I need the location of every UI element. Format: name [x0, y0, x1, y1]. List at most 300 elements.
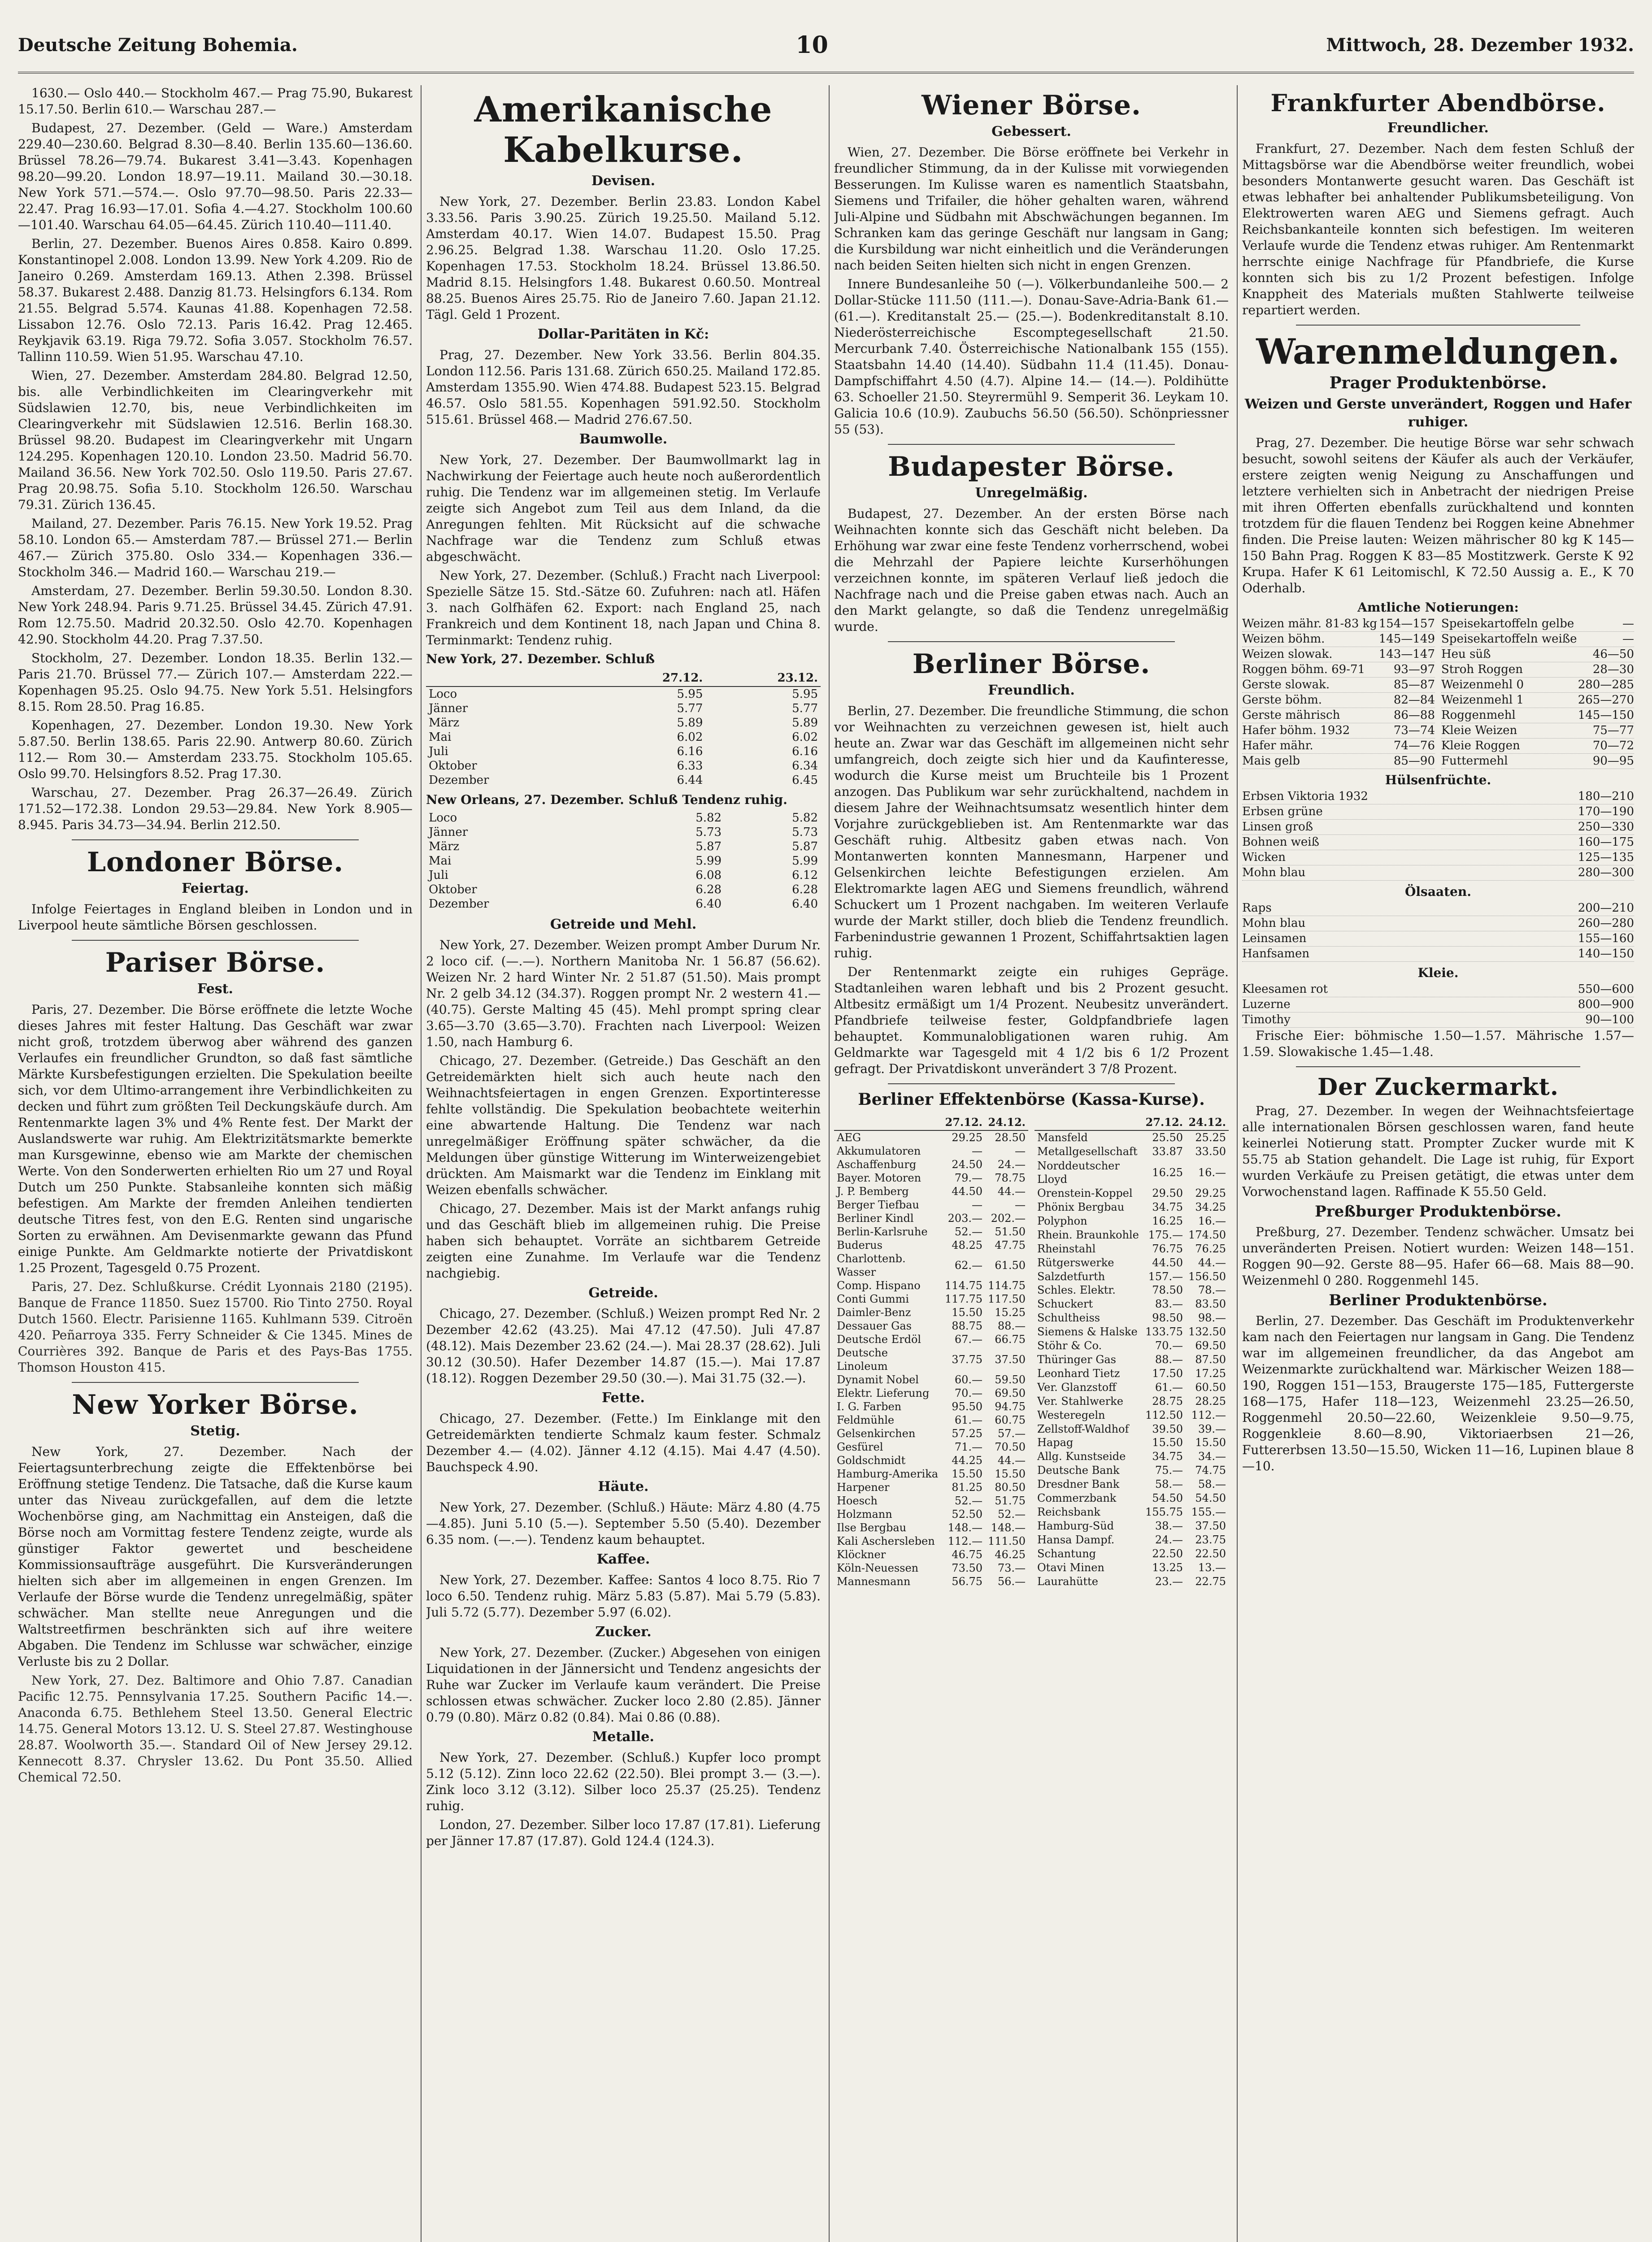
table-row — [1035, 1325, 1229, 1339]
section-divider — [1296, 1066, 1580, 1067]
table-cell: 114.75 — [988, 1279, 1026, 1292]
table-cell: Reichsbank — [1037, 1505, 1100, 1518]
article-text: Berlin, 27. Dezember. Das Geschäft im Produktenverkehr kam nach den Feiertagen nur langsam in Gang. Die Tendenz war im allgemeinen freundlicher, da das Angebot am Weizenmarkte zurückhaltend war. Märkischer Weizen 188—190, Roggen 151—153, Braugerste 175—185, Futtergerste 168—175, Hafer 118—123, Weizenmehl 23.25—26.50, Roggenmehl 20.50—22.60, Weizenkleie 9.50—9.75, Roggenkleie 8.60—8.90, Viktoriaerbsen 21—26, Futtererbsen 13.50—15.50, Wicken 11—16, Lupinen blaue 8—10. — [1242, 1313, 1634, 1473]
table-cell: 44.— — [1198, 1256, 1226, 1269]
subsection-head: Fette. — [602, 1390, 645, 1406]
table-cell: 61.— — [954, 1414, 983, 1426]
table-cell: März — [429, 716, 460, 730]
item-label: Kleie Weizen — [1441, 724, 1517, 737]
cotton-table-new-orleans — [426, 811, 821, 911]
column-header: 24.12. — [1186, 1115, 1229, 1130]
table-cell: Deutsche Erdöl — [837, 1333, 922, 1346]
item-price: 74—76 — [1393, 739, 1435, 752]
item-label: Weizen slowak. — [1242, 647, 1333, 661]
article-text: New York, 27. Dezember. Nach der Feiertagsunterbrechung zeigte die Effektenbörse bei Eröffnung stetige Tendenz. Die Tatsache, daß die Kurse kaum unter das Niveau zurückgefallen, auf dem die letzte Wochenbörse ging, am Nachmittag ein Ansteigen, daß die Börse noch am Vormittag festere Tendenz zeigte, wurde als günstiger Faktor gewertet und bescheidene Kommissionsaufträge ausgeführt. Die Kursveränderungen hielten sich aber im allgemeinen in engen Grenzen. Im Verlaufe der Börse wurde die Tendenz unregelmäßig, später schwächer. Man stellte neue Anregungen und die Waltstreetfirmen beschränkten sich auf ihre weitere Abgaben. Die Tendenz im Schlusse war schwächer, einzige Verluste bis zu 2 Dollar. — [18, 1444, 413, 1669]
table-cell: 76.25 — [1195, 1242, 1226, 1255]
item-label: Leinsamen — [1242, 932, 1307, 945]
section-subtitle: Fest. — [197, 981, 233, 997]
subsection-head: Baumwolle. — [579, 431, 668, 447]
table-row — [1035, 1533, 1229, 1547]
section-title-berlin: Berliner Börse. — [912, 648, 1151, 680]
table-cell: 62.— — [954, 1259, 983, 1272]
table-cell: 13.25 — [1152, 1561, 1183, 1574]
table-row — [834, 1319, 1028, 1333]
cotton-table-new-york — [426, 670, 821, 787]
exchange-report: Stockholm, 27. Dezember. London 18.35. Berlin 132.— Paris 21.70. Brüssel 77.— Zürich 107.— Amsterdam 222.— Kopenhagen 95.25. Oslo 94.75. New York 5.51. Helsingfors 8.15. Rom 28.50. Prag 16.85. — [18, 651, 413, 714]
table-cell: 15.50 — [952, 1468, 983, 1480]
table-cell: 33.87 — [1152, 1145, 1183, 1158]
list-item — [1242, 739, 1435, 754]
table-cell: 133.75 — [1145, 1325, 1183, 1338]
table-cell: 57.25 — [952, 1427, 983, 1440]
table-row — [1035, 1366, 1229, 1380]
item-label: Hafer böhm. 1932 — [1242, 724, 1350, 737]
article-text: Budapest, 27. Dezember. An der ersten Börse nach Weihnachten konnte sich das Geschäft nicht beleben. Da Erhöhung war zwar eine feste Tendenz vorherrschend, wobei die Mehrzahl der Papiere leichte Kurserhöhungen verzeichnen konnte, im späteren Verlauf ließ jedoch die Nachfrage nach und die Preise gaben etwas nach. Auch an den Markt gelangte, so daß die Tendenz unregelmäßig wurde. — [834, 506, 1229, 634]
table-cell: 112.50 — [1145, 1408, 1183, 1421]
subsection-head: Häute. — [598, 1479, 649, 1495]
table-row — [1035, 1505, 1229, 1519]
item-label: Roggen böhm. 69-71 — [1242, 663, 1365, 676]
table-row — [1035, 1130, 1229, 1145]
section-title-zuckermarkt: Der Zuckermarkt. — [1317, 1073, 1559, 1101]
section-title-frankfurt: Frankfurter Abendbörse. — [1270, 90, 1606, 117]
table-row — [834, 1198, 1028, 1212]
table-cell: Hapag — [1037, 1436, 1074, 1449]
table-cell: Jänner — [429, 702, 468, 715]
table-cell: 83.50 — [1195, 1298, 1226, 1311]
table-cell: 132.50 — [1188, 1325, 1226, 1338]
list-item — [1441, 693, 1634, 708]
table-cell: 69.50 — [1195, 1339, 1226, 1352]
table-row — [834, 1158, 1028, 1171]
table-cell: Berlin-Karlsruhe — [837, 1225, 928, 1238]
item-price: 46—50 — [1592, 647, 1634, 661]
table-cell: 5.95 — [677, 687, 703, 701]
table-cell: 34.— — [1198, 1450, 1226, 1463]
subsection-title: Preßburger Produktenbörse. — [1315, 1203, 1561, 1221]
table-cell: 66.75 — [995, 1333, 1026, 1346]
table-cell: Orenstein-Koppel — [1037, 1187, 1133, 1200]
table-cell: 60.75 — [995, 1414, 1026, 1426]
table-cell: 98.50 — [1152, 1312, 1183, 1325]
table-row — [426, 839, 821, 854]
table-cell: 25.25 — [1195, 1131, 1226, 1144]
table-cell: 56.75 — [952, 1575, 983, 1588]
item-label: Erbsen Viktoria 1932 — [1242, 790, 1368, 803]
list-item — [1441, 617, 1634, 632]
table-cell: Mai — [429, 730, 452, 744]
table-row — [834, 1279, 1028, 1292]
table-cell: Phönix Bergbau — [1037, 1201, 1125, 1214]
item-price: — — [1622, 617, 1634, 630]
article-text: Der Rentenmarkt zeigte ein ruhiges Gepräge. Stadtanleihen waren lebhaft und bis 2 Prozent gesucht. Altbesitz ermäßigt um 1/4 Prozent. Neubesitz unverändert. Pfandbriefe teilweise fester, Goldpfandbriefe lagen behauptet. Kommunalobligationen waren ruhig. Am Geldmarkte war Tagesgeld mit 4 1/2 bis 6 1/2 Prozent gefragt. Der Privatdiskont unverändert 3 7/8 Prozent. — [834, 965, 1229, 1076]
table-cell: 39.50 — [1152, 1422, 1183, 1435]
table-cell: 25.50 — [1152, 1131, 1183, 1144]
item-label: Kleie Roggen — [1441, 739, 1520, 752]
table-cell: Oktober — [429, 759, 477, 773]
table-cell: Laurahütte — [1037, 1575, 1098, 1588]
table-cell: 6.16 — [677, 745, 703, 758]
list-item — [1242, 662, 1435, 678]
column-1 — [18, 85, 413, 2242]
section-title-london: Londoner Börse. — [87, 847, 344, 878]
table-row — [426, 687, 821, 701]
article-text: Frische Eier: böhmische 1.50—1.57. Mährische 1.57—1.59. Slowakische 1.45—1.48. — [1242, 1028, 1634, 1059]
table-cell: 87.50 — [1195, 1353, 1226, 1366]
exchange-report: Warschau, 27. Dezember. Prag 26.37—26.49. Zürich 171.52—172.38. London 29.53—29.84. New York 8.905—8.945. Paris 34.73—34.94. Berlin 212.50. — [18, 785, 413, 832]
table-cell: 148.— — [948, 1521, 983, 1534]
section-subtitle: Unregelmäßig. — [975, 485, 1088, 501]
table-cell: 6.44 — [677, 773, 703, 787]
section-subtitle: Gebessert. — [991, 124, 1071, 139]
exchange-report: Budapest, 27. Dezember. (Geld — Ware.) Amsterdam 229.40—230.60. Belgrad 8.30—8.40. Berlin 135.60—136.60. Brüssel 78.26—79.74. Bukarest 3.41—3.43. Kopenhagen 98.20—99.20. London 18.97—19.11. Mailand 30.—30.18. New York 571.—574.—. Oslo 97.70—98.50. Paris 22.33—22.47. Prag 16.93—17.01. Sofia 4.—4.27. Stockholm 100.60—101.40. Warschau 64.05—64.45. Zürich 110.40—111.40. — [18, 121, 413, 232]
item-label: Mais gelb — [1242, 754, 1300, 768]
table-row — [834, 1346, 1028, 1373]
table-cell: 79.— — [954, 1172, 983, 1184]
table-cell: 114.75 — [945, 1279, 983, 1292]
table-row — [1035, 1464, 1229, 1477]
table-cell: Klöckner — [837, 1548, 886, 1561]
table-cell: 29.25 — [952, 1131, 983, 1144]
item-price: 140—150 — [1578, 947, 1634, 960]
table-cell: 112.— — [948, 1535, 983, 1547]
item-price: 70—72 — [1592, 739, 1634, 752]
table-cell: 88.75 — [952, 1320, 983, 1332]
article-text: Preßburg, 27. Dezember. Tendenz schwächer. Umsatz bei unveränderten Preisen. Notiert wurden: Weizen 148—151. Roggen 90—92. Gerste 88—95. Hafer 66—68. Mais 88—90. Weizenmehl 0 280. Roggenmehl 145. — [1242, 1225, 1634, 1288]
table-cell: 6.08 — [696, 869, 722, 882]
table-cell: Conti Gummi — [837, 1293, 909, 1305]
stock-tables — [834, 1112, 1229, 1593]
table-caption: New York, 27. Dezember. Schluß — [426, 652, 655, 666]
item-price: 180—210 — [1578, 790, 1634, 803]
table-cell: 70.50 — [995, 1441, 1026, 1453]
list-item — [1242, 632, 1435, 647]
table-cell: Rhein. Braunkohle — [1037, 1228, 1139, 1241]
table-row — [1035, 1339, 1229, 1353]
table-cell: 29.25 — [1195, 1187, 1226, 1200]
stock-table-left — [834, 1115, 1028, 1588]
table-cell: 5.77 — [677, 702, 703, 715]
table-cell: Westeregeln — [1037, 1408, 1105, 1421]
column-header — [834, 1115, 942, 1130]
column-header — [426, 670, 591, 687]
table-row — [1035, 1297, 1229, 1311]
table-cell: 52.— — [954, 1225, 983, 1238]
subsection-head: Dollar-Paritäten in Kč: — [537, 326, 709, 342]
item-price: 260—280 — [1578, 917, 1634, 930]
table-title: Berliner Effektenbörse (Kassa-Kurse). — [858, 1090, 1205, 1109]
section-divider — [888, 1083, 1175, 1084]
item-label: Speisekartoffeln weiße — [1441, 632, 1577, 646]
table-cell: 75.— — [1155, 1464, 1183, 1477]
item-label: Speisekartoffeln gelbe — [1441, 617, 1574, 630]
table-row — [1035, 1145, 1229, 1159]
exchange-report: Berlin, 27. Dezember. Buenos Aires 0.858. Kairo 0.899. Konstantinopel 2.008. London 13.99. New York 4.209. Rio de Janeiro 0.269. Amsterdam 169.13. Athen 2.398. Brüssel 58.37. Bukarest 2.488. Danzig 81.73. Helsingfors 6.134. Rom 21.55. Belgrad 5.574. Kaunas 41.88. Kopenhagen 72.58. Lissabon 12.76. Oslo 72.13. Paris 16.42. Prag 12.465. Reykjavik 63.19. Riga 79.72. Sofia 3.057. Stockholm 76.57. Tallinn 110.59. Wien 51.95. Warschau 47.10. — [18, 236, 413, 364]
table-cell: Salzdetfurth — [1037, 1270, 1105, 1283]
list-heading: Amtliche Notierungen: — [1357, 600, 1519, 615]
table-row — [834, 1373, 1028, 1386]
subsection-head: Getreide. — [588, 1285, 658, 1301]
item-label: Hanfsamen — [1242, 947, 1310, 960]
table-cell: Dresdner Bank — [1037, 1478, 1120, 1491]
table-row — [1035, 1159, 1229, 1186]
item-label: Mohn blau — [1242, 917, 1306, 930]
subsection-title: Prager Produktenbörse. — [1329, 374, 1547, 392]
table-cell: 44.— — [997, 1185, 1026, 1198]
table-cell: 34.25 — [1195, 1201, 1226, 1214]
table-row — [1035, 1422, 1229, 1436]
table-cell: 24.— — [997, 1158, 1026, 1171]
item-label: Gerste böhm. — [1242, 693, 1322, 707]
table-row — [426, 744, 821, 759]
article-text: Berlin, 27. Dezember. Die freundliche Stimmung, die schon vor Weihnachten zu verzeichnen gewesen ist, hielt auch heute an. Zwar war das Geschäft im allgemeinen nicht sehr umfangreich, doch zeigte sich hier und da Kaufinteresse, wodurch die Kurse meist um Bruchteile bis 1 Prozent anzogen. Das Publikum war sehr zurückhaltend, nachdem in diesem Jahre der Weihnachtsumsatz wesentlich hinter dem Vorjahre zurückgeblieben ist. Am Rentenmarkte war das Geschäft ruhig. Altbesitz gaben etwas nach. Von Montanwerten konnten Mannesmann, Harpener und Gelsenkirchen leichte Befestigungen erzielen. Am Elektromarkte lagen AEG und Siemens freundlich, während Schuckert um 1 Prozent nachgaben. Im weiteren Verlaufe wurde der Markt stiller, doch blieb die Tendenz freundlich. Farbenindustrie gewannen 1 Prozent, Schiffahrtsaktien lagen ruhig. — [834, 704, 1229, 960]
table-cell: Comp. Hispano — [837, 1279, 921, 1292]
table-cell: Ver. Stahlwerke — [1037, 1395, 1123, 1408]
table-row — [834, 1440, 1028, 1454]
table-cell: Ilse Bergbau — [837, 1521, 907, 1534]
price-list-right — [1441, 617, 1634, 769]
table-row — [834, 1292, 1028, 1306]
stock-table-right — [1035, 1115, 1229, 1588]
subsection-head: Zucker. — [595, 1624, 652, 1640]
table-row — [834, 1306, 1028, 1319]
table-row — [426, 868, 821, 882]
table-cell: 6.02 — [792, 730, 818, 744]
item-label: Kleesamen rot — [1242, 982, 1328, 996]
table-row — [1035, 1408, 1229, 1422]
table-row — [1035, 1436, 1229, 1450]
item-label: Hafer mähr. — [1242, 739, 1313, 752]
table-cell: 6.12 — [792, 869, 818, 882]
table-cell: 39.— — [1198, 1422, 1226, 1435]
table-cell: Polyphon — [1037, 1214, 1087, 1227]
table-cell: 156.50 — [1188, 1270, 1226, 1283]
table-row — [1035, 1519, 1229, 1533]
table-cell: 88.— — [1155, 1353, 1183, 1366]
price-list — [1242, 789, 1634, 881]
list-item — [1242, 835, 1634, 850]
table-cell: 70.— — [954, 1387, 983, 1399]
section-subtitle: Freundlich. — [988, 682, 1075, 698]
table-cell: Hoesch — [837, 1495, 878, 1507]
table-row — [834, 1386, 1028, 1400]
article-text: Chicago, 27. Dezember. (Fette.) Im Einklange mit den Getreidemärkten tendierte Schmalz kaum fester. Schmalz Dezember 4.— (4.02). Jänner 4.12 (4.15). Mai 4.47 (4.50). Bauchspeck 4.90. — [426, 1411, 821, 1474]
section-title-budapest: Budapester Börse. — [888, 451, 1175, 482]
table-cell: 6.45 — [792, 773, 818, 787]
table-cell: 78.50 — [1152, 1284, 1183, 1297]
article-text: New York, 27. Dezember. (Zucker.) Abgesehen von einigen Liquidationen in der Jännersicht und Tendenz angesichts der Ruhe war Zucker im Verlaufe kaum verändert. Die Preise schlossen etwas schwächer. Zucker loco 2.80 (2.85). Jänner 0.79 (0.80). März 0.82 (0.84). Mai 0.86 (0.88). — [426, 1645, 821, 1725]
table-row — [1035, 1491, 1229, 1505]
article-text: New York, 27. Dezember. (Schluß.) Häute: März 4.80 (4.75—4.85). Juni 5.10 (5.—). September 5.50 (5.40). Dezember 6.35 nom. (—.—). Tendenz kaum behauptet. — [426, 1500, 821, 1547]
item-price: 82—84 — [1393, 693, 1435, 707]
table-cell: Metallgesellschaft — [1037, 1145, 1138, 1158]
table-cell: 15.50 — [995, 1468, 1026, 1480]
item-price: 28—30 — [1592, 663, 1634, 676]
item-price: 143—147 — [1378, 647, 1435, 661]
table-row — [1035, 1574, 1229, 1588]
column-header: 27.12. — [942, 1115, 985, 1130]
table-cell: 67.— — [954, 1333, 983, 1346]
table-cell: — — [972, 1199, 983, 1211]
table-row — [834, 1508, 1028, 1521]
table-cell: 15.50 — [1152, 1436, 1183, 1449]
subsection-head: Getreide und Mehl. — [550, 917, 697, 932]
article-text: Innere Bundesanleihe 50 (—). Völkerbundanleihe 500.— 2 Dollar-Stücke 111.50 (111.—). Donau-Save-Adria-Bank 61.— (61.—). Kreditanstalt 25.— (25.—). Bodenkreditanstalt 8.10. Niederösterreichische Escomptegesellschaft 21.50. Mercurbank 7.40. Österreichische Nationalbank 155 (155). Staatsbahn 14.40 (14.40). Südbahn 11.4 (11.45). Donau-Dampfschiffahrt 4.50 (4.7). Alpine 14.— (14.—). Poldihütte 63. Schoeller 21.50. Steyrermühl 9. Semperit 36. Leykam 10. Galicia 10.6 (10.9). Zaubuchs 56.50 (56.50). Schönpriessner 55 (53). — [834, 277, 1229, 437]
table-row — [834, 1521, 1028, 1534]
table-cell: Leonhard Tietz — [1037, 1367, 1120, 1380]
table-cell: 51.75 — [995, 1495, 1026, 1507]
table-cell: Aschaffenburg — [837, 1158, 917, 1171]
item-label: Heu süß — [1441, 647, 1491, 661]
list-item — [1242, 820, 1634, 835]
table-cell: 29.50 — [1152, 1187, 1183, 1200]
table-cell: 95.50 — [952, 1400, 983, 1413]
table-cell: 80.50 — [995, 1481, 1026, 1494]
table-row — [426, 897, 821, 911]
table-cell: 155.— — [1191, 1505, 1226, 1518]
table-cell: Akkumulatoren — [837, 1145, 921, 1157]
table-row — [1035, 1560, 1229, 1574]
table-cell: Buderus — [837, 1239, 883, 1251]
item-label: Linsen groß — [1242, 820, 1313, 834]
table-row — [1035, 1477, 1229, 1491]
table-row — [834, 1575, 1028, 1588]
exchange-report: 1630.— Oslo 440.— Stockholm 467.— Prag 75.90, Bukarest 15.17.50. Berlin 610.— Warschau 287.— — [18, 86, 413, 117]
article-text: Chicago, 27. Dezember. (Getreide.) Das Geschäft an den Getreidemärkten hielt sich auch heute nach den Weihnachtsfeiertagen in engen Grenzen. Exportinteresse fehlte vollständig. Die Spekulation beobachtete weiterhin eine abwartende Haltung. Die Tendenz war nach unregelmäßiger Eröffnung später schwächer, da die Meldungen über günstige Witterung im Winterweizengebiet drückten. Am Maismarkt war die Tendenz im Einklang mit Weizen ebenfalls schwächer. — [426, 1053, 821, 1197]
table-row — [834, 1413, 1028, 1427]
list-heading: Hülsenfrüchte. — [1385, 773, 1491, 787]
item-price: 145—150 — [1578, 708, 1634, 722]
exchange-report: Mailand, 27. Dezember. Paris 76.15. New York 19.52. Prag 58.10. London 65.— Amsterdam 787.— Brüssel 271.— Berlin 467.— Zürich 375.80. Oslo 334.— Kopenhagen 336.— Stockholm 346.— Madrid 160.— Warschau 219.— — [18, 516, 413, 579]
table-cell: 16.— — [1198, 1214, 1226, 1227]
table-row — [426, 759, 821, 773]
table-row — [426, 730, 821, 744]
exchange-report: Wien, 27. Dezember. Amsterdam 284.80. Belgrad 12.50, bis. alle Verbindlichkeiten im Clearingverkehr mit Südslawien 12.70, bis, neue Verbindlichkeiten im Clearingverkehr mit Südslawien 12.516. Berlin 168.30. Brüssel 98.20. Budapest im Clearingverkehr mit Ungarn 124.295. Kopenhagen 120.10. London 23.50. Madrid 56.70. Mailand 36.56. New York 702.50. Oslo 119.50. Paris 27.67. Prag 20.98.75. Sofia 5.10. Stockholm 126.50. Warschau 79.31. Zürich 136.45. — [18, 368, 413, 512]
article-text: Paris, 27. Dezember. Die Börse eröffnete die letzte Woche dieses Jahres mit fester Haltung. Das Geschäft war zwar nicht groß, trotzdem überwog aber während des ganzen Verlaufes ein freundlicher Grundton, so daß fast sämtliche Märkte Kursbefestigungen erzielten. Die Spekulation beeilte sich, vor dem Ultimo-arrangement ihre Verbindlichkeiten zu decken und führt zum größten Teil Deckungskäufe durch. Am Rentenmarkte lagen 3% und 4% Rente fest. Der Markt der Auslandswerte war ruhig. Am Elektrizitätsmarkte bemerkte man Kursgewinne, ebenso wie am Markte der chemischen Werte. Von den Sonderwerten erhielten Rio um 27 und Royal Dutch um 250 Punkte. Stabsanleihe konnten sich mäßig befestigen. Am Markte der fremden Anleihen tendierten deutsche Titres fest, von den E.G. Renten sind ungarische Sorten zu erwähnen. Am Devisenmarkte gewann das Pfund einige Punkte. Am Geldmarkte notierte der Privatdiskont 1.25 Prozent, Tagesgeld 0.75 Prozent. — [18, 1002, 413, 1275]
table-cell: Deutsche Bank — [1037, 1464, 1120, 1477]
item-label: Bohnen weiß — [1242, 835, 1319, 849]
article-text: New York, 27. Dezember. Kaffee: Santos 4 loco 8.75. Rio 7 loco 6.50. Tendenz ruhig. März 5.83 (5.87). Mai 5.79 (5.83). Juli 5.72 (5.77). Dezember 5.97 (6.02). — [426, 1573, 821, 1620]
item-price: 85—87 — [1393, 678, 1435, 691]
table-cell: Juli — [429, 745, 448, 758]
column-header: 27.12. — [591, 670, 706, 687]
table-cell: 81.25 — [952, 1481, 983, 1494]
list-item — [1242, 789, 1634, 804]
column-3 — [834, 85, 1229, 2242]
list-item — [1242, 647, 1435, 662]
table-cell: 52.— — [954, 1495, 983, 1507]
table-cell: Siemens & Halske — [1037, 1325, 1138, 1338]
table-row — [834, 1467, 1028, 1481]
subsection-head: Metalle. — [592, 1729, 654, 1745]
item-label: Weizenmehl 1 — [1441, 693, 1524, 707]
list-item — [1242, 997, 1634, 1012]
table-cell: 6.40 — [696, 897, 722, 911]
list-item — [1242, 693, 1435, 708]
section-divider — [888, 444, 1175, 445]
table-cell: 5.99 — [696, 854, 722, 868]
table-cell: 51.50 — [995, 1225, 1026, 1238]
table-row — [1035, 1450, 1229, 1464]
table-cell: 38.— — [1155, 1519, 1183, 1532]
table-cell: 73.— — [997, 1562, 1026, 1574]
exchange-report: Kopenhagen, 27. Dezember. London 19.30. New York 5.87.50. Berlin 138.65. Paris 22.90. Antwerp 80.60. Zürich 112.— Rom 30.— Amsterdam 233.75. Stockholm 105.65. Oslo 99.70. Helsingfors 8.52. Prag 17.30. — [18, 718, 413, 781]
table-cell: 61.— — [1155, 1381, 1183, 1394]
item-label: Gerste mährisch — [1242, 708, 1340, 722]
table-row — [834, 1427, 1028, 1440]
column-rule — [829, 85, 830, 2242]
table-cell: 22.75 — [1195, 1575, 1226, 1588]
list-item — [1242, 678, 1435, 693]
section-divider — [72, 940, 359, 941]
table-cell: 17.50 — [1152, 1367, 1183, 1380]
section-divider — [72, 1382, 359, 1383]
table-row — [834, 1494, 1028, 1508]
item-price: 200—210 — [1578, 901, 1634, 915]
table-cell: 24.— — [1155, 1533, 1183, 1546]
item-label: Wicken — [1242, 851, 1286, 864]
table-cell: Bayer. Motoren — [837, 1172, 922, 1184]
item-price: 93—97 — [1393, 663, 1435, 676]
table-row — [1035, 1186, 1229, 1200]
table-row — [1035, 1394, 1229, 1408]
table-cell: 6.40 — [792, 897, 818, 911]
table-cell: Holzmann — [837, 1508, 892, 1521]
table-cell: 69.50 — [995, 1387, 1026, 1399]
table-cell: 60.50 — [1195, 1381, 1226, 1394]
article-text: Infolge Feiertages in England bleiben in London und in Liverpool heute sämtliche Börsen geschlossen. — [18, 902, 413, 933]
table-row — [834, 1534, 1028, 1548]
list-item — [1441, 723, 1634, 739]
table-cell: Hansa Dampf. — [1037, 1533, 1115, 1546]
table-cell: Kali Aschersleben — [837, 1535, 935, 1547]
section-title-new-york: New Yorker Börse. — [72, 1389, 359, 1421]
item-label: Gerste slowak. — [1242, 678, 1330, 691]
table-cell: 5.87 — [696, 840, 722, 853]
quote-list: Paris, 27. Dez. Schlußkurse. Crédit Lyonnais 2180 (2195). Banque de France 11850. Suez 15700. Rio Tinto 2750. Royal Dutch 1560. Electr. Parisienne 1165. Kuhlmann 539. Citroën 420. Peñarroya 335. Ferry Schneider & Cie 1345. Mines de Courrières 392. Banque de Paris et des Pays-Bas 1755. Thomson Houston 415. — [18, 1279, 413, 1375]
table-cell: 5.89 — [792, 716, 818, 730]
table-cell: 5.87 — [792, 840, 818, 853]
column-4 — [1242, 85, 1634, 2242]
table-cell: Dessauer Gas — [837, 1320, 912, 1332]
table-cell: 28.75 — [1152, 1395, 1183, 1408]
table-row — [834, 1454, 1028, 1467]
item-price: 280—285 — [1578, 678, 1634, 691]
table-cell: I. G. Farben — [837, 1400, 902, 1413]
list-item — [1242, 865, 1634, 881]
table-cell: 17.25 — [1195, 1367, 1226, 1380]
table-cell: Schultheiss — [1037, 1312, 1100, 1325]
table-cell: 59.50 — [995, 1373, 1026, 1386]
item-label: Luzerne — [1242, 998, 1291, 1011]
table-cell: 22.50 — [1195, 1547, 1226, 1560]
table-cell: Hamburg-Süd — [1037, 1519, 1114, 1532]
article-text: Wien, 27. Dezember. Die Börse eröffnete bei Verkehr in freundlicher Stimmung, da in der Kulisse mit vorwiegenden Besserungen. Im Kulisse waren es namentlich Staatsbahn, Siemens und Trifailer, die höher gehalten waren, während Juli-Alpine und Südbahn mit Abschwächungen begannen. Im Schranken kam das geringe Geschäft nur langsam in Gang; die Kursbildung war nicht einheitlich und die Veränderungen nach beiden Seiten hielten sich nicht in engen Grenzen. — [834, 145, 1229, 273]
table-cell: 61.50 — [995, 1259, 1026, 1272]
list-heading: Kleie. — [1417, 965, 1459, 980]
table-cell: Köln-Neuessen — [837, 1562, 919, 1574]
article-text: New York, 27. Dezember. Weizen prompt Amber Durum Nr. 2 loco cif. (—.—). Northern Manitoba Nr. 1 56.87 (56.62). Weizen Nr. 2 hard Winter Nr. 2 51.87 (51.50). Mais prompt Nr. 2 gelb 34.12 (34.37). Roggen prompt Nr. 2 western 41.— (40.75). Gerste Malting 45 (45). Mehl prompt spring clear 3.65—3.70 (3.65—3.70). Frachten nach Liverpool: Weizen 1.50, nach Hamburg 6. — [426, 938, 821, 1049]
subsection-head: Devisen. — [591, 173, 656, 189]
table-row — [1035, 1242, 1229, 1256]
item-price: 73—74 — [1393, 724, 1435, 737]
table-cell: AEG — [837, 1131, 861, 1144]
section-divider — [72, 839, 359, 840]
table-cell: Deutsche Linoleum — [837, 1347, 888, 1373]
item-label: Mohn blau — [1242, 866, 1306, 879]
item-price: — — [1622, 632, 1634, 646]
item-price: 86—88 — [1393, 708, 1435, 722]
